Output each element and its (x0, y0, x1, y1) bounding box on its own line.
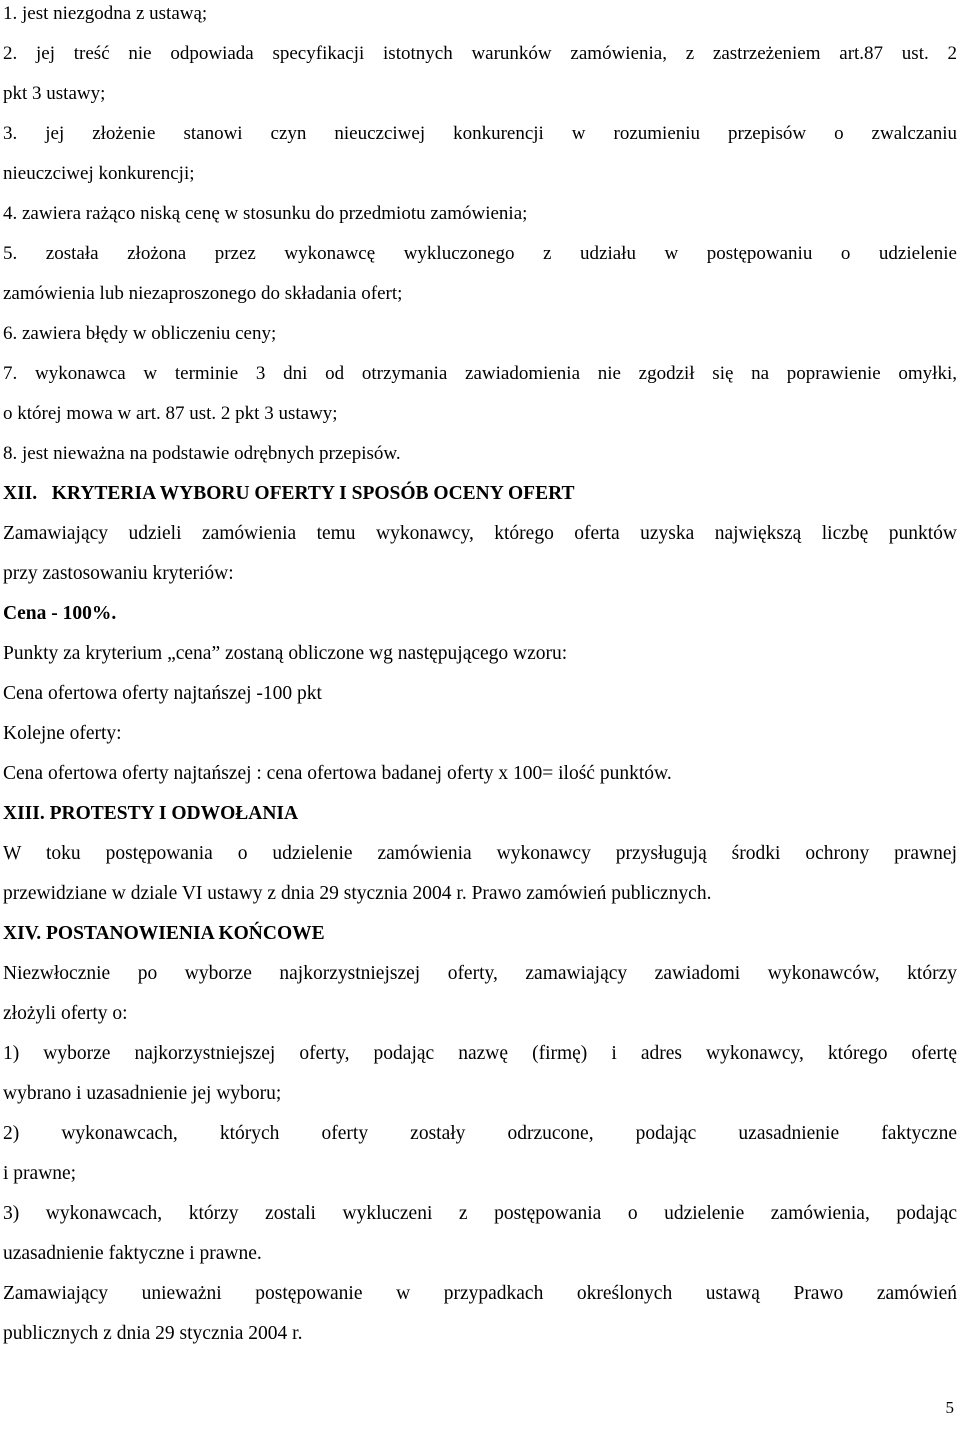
paragraph-protests-line-2: przewidziane w dziale VI ustawy z dnia 29 stycznia 2004 r. Prawo zamówień publicznych. (3, 883, 712, 904)
final-item-2-cont: i prawne; (3, 1163, 77, 1184)
list-item-7: 7. wykonawca w terminie 3 dni od otrzymania zawiadomienia nie zgodził się na poprawienie omyłki, (3, 363, 957, 384)
paragraph-annul-line-2: publicznych z dnia 29 stycznia 2004 r. (3, 1323, 303, 1344)
paragraph-annul-line-1: Zamawiający unieważni postępowanie w przypadkach określonych ustawą Prawo zamówień (3, 1283, 957, 1304)
section-heading-xiii: XIII. PROTESTY I ODWOŁANIA (3, 803, 299, 824)
list-item-8: 8. jest nieważna na podstawie odrębnych przepisów. (3, 443, 401, 464)
final-item-1-cont: wybrano i uzasadnienie jej wyboru; (3, 1083, 282, 1104)
list-item-7-cont: o której mowa w art. 87 ust. 2 pkt 3 ustawy; (3, 403, 338, 424)
list-item-3-cont: nieuczciwej konkurencji; (3, 163, 195, 184)
final-item-1: 1) wyborze najkorzystniejszej oferty, podając nazwę (firmę) i adres wykonawcy, którego ofertę (3, 1043, 957, 1064)
section-heading-xiv: XIV. POSTANOWIENIA KOŃCOWE (3, 923, 325, 944)
list-item-5: 5. została złożona przez wykonawcę wykluczonego z udziału w postępowaniu o udzielenie (3, 243, 957, 264)
paragraph-protests-line-1: W toku postępowania o udzielenie zamówienia wykonawcy przysługują środki ochrony prawnej (3, 843, 957, 864)
section-heading-xii: XII. KRYTERIA WYBORU OFERTY I SPOSÓB OCENY OFERT (3, 483, 575, 504)
paragraph-award-line-2: przy zastosowaniu kryteriów: (3, 563, 234, 584)
final-item-3: 3) wykonawcach, którzy zostali wykluczeni z postępowania o udzielenie zamówienia, podając (3, 1203, 957, 1224)
list-item-3: 3. jej złożenie stanowi czyn nieuczciwej konkurencji w rozumieniu przepisów o zwalczaniu (3, 123, 957, 144)
page-number: 5 (945, 1398, 954, 1417)
paragraph-final-line-2: złożyli oferty o: (3, 1003, 128, 1024)
final-item-2: 2) wykonawcach, których oferty zostały odrzucone, podając uzasadnienie faktyczne (3, 1123, 957, 1144)
price-criterion: Cena - 100%. (3, 603, 117, 624)
list-item-6: 6. zawiera błędy w obliczeniu ceny; (3, 323, 277, 344)
paragraph-final-line-1: Niezwłocznie po wyborze najkorzystniejszej oferty, zamawiający zawiadomi wykonawców, którzy (3, 963, 957, 984)
points-formula-intro: Punkty za kryterium „cena” zostaną obliczone wg następującego wzoru: (3, 643, 568, 664)
final-item-3-cont: uzasadnienie faktyczne i prawne. (3, 1243, 262, 1264)
list-item-2-cont: pkt 3 ustawy; (3, 83, 106, 104)
formula-cheapest: Cena ofertowa oferty najtańszej -100 pkt (3, 683, 322, 704)
list-item-4: 4. zawiera rażąco niską cenę w stosunku do przedmiotu zamówienia; (3, 203, 528, 224)
formula-next-label: Kolejne oferty: (3, 723, 122, 744)
list-item-5-cont: zamówienia lub niezaproszonego do składania ofert; (3, 283, 403, 304)
formula-next: Cena ofertowa oferty najtańszej : cena ofertowa badanej oferty x 100= ilość punktów. (3, 763, 672, 784)
paragraph-award-line-1: Zamawiający udzieli zamówienia temu wykonawcy, którego oferta uzyska największą liczbę punktów (3, 523, 957, 544)
list-item-2: 2. jej treść nie odpowiada specyfikacji istotnych warunków zamówienia, z zastrzeżeniem art.87 ust. 2 (3, 43, 957, 64)
list-item-1: 1. jest niezgodna z ustawą; (3, 3, 208, 24)
